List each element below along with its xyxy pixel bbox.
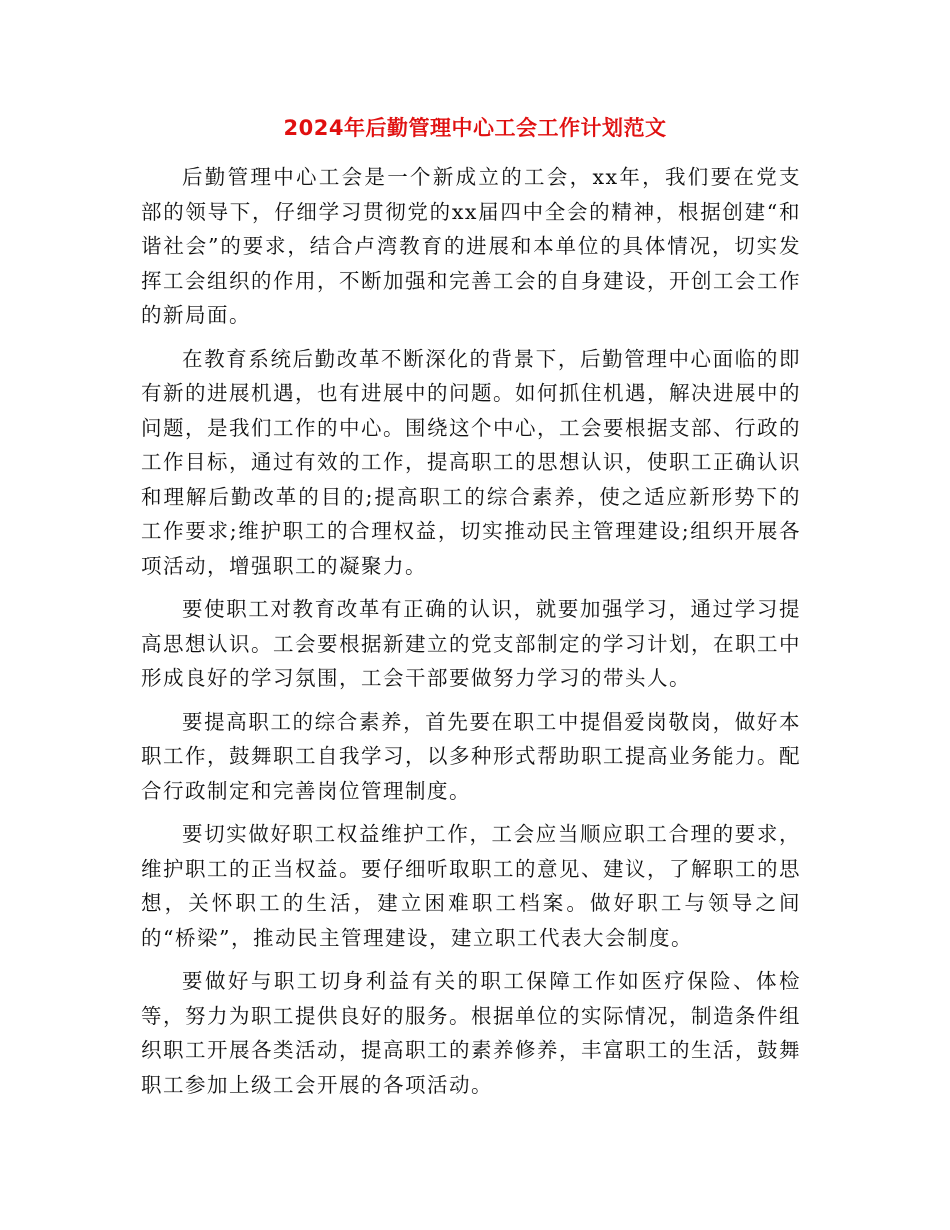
paragraph-3: 要使职工对教育改革有正确的认识，就要加强学习，通过学习提高思想认识。工会要根据新建立的党支部制定的学习计划，在职工中形成良好的学习氛围，工会干部要做努力学习的带头人。 xyxy=(141,597,801,690)
paragraph-4: 要提高职工的综合素养，首先要在职工中提倡爱岗敬岗，做好本职工作，鼓舞职工自我学习，以多种形式帮助职工提高业务能力。配合行政制定和完善岗位管理制度。 xyxy=(141,709,801,803)
paragraph-5: 要切实做好职工权益维护工作，工会应当顺应职工合理的要求，维护职工的正当权益。要仔细听取职工的意见、建议，了解职工的思想，关怀职工的生活，建立困难职工档案。做好职工与领导之间的“桥梁”，推动民主管理建设，建立职工代表大会制度。 xyxy=(141,822,801,950)
paragraph-2: 在教育系统后勤改革不断深化的背景下，后勤管理中心面临的即有新的进展机遇，也有进展中的问题。如何抓住机遇，解决进展中的问题，是我们工作的中心。围绕这个中心，工会要根据支部、行政的工作目标，通过有效的工作，提高职工的思想认识，使职工正确认识和理解后勤改革的目的;提高职工的综合素养，使之适应新形势下的工作要求;维护职工的合理权益，切实推动民主管理建设;组织开展各项活动，增强职工的凝聚力。 xyxy=(141,346,801,578)
paragraph-1: 后勤管理中心工会是一个新成立的工会，xx年，我们要在党支部的领导下，仔细学习贯彻党的xx届四中全会的精神，根据创建“和谐社会”的要求，结合卢湾教育的进展和本单位的具体情况，切实发挥工会组织的作用，不断加强和完善工会的自身建设，开创工会工作的新局面。 xyxy=(141,165,801,327)
document-title: 2024年后勤管理中心工会工作计划范文 xyxy=(283,116,667,140)
paragraph-6: 要做好与职工切身利益有关的职工保障工作如医疗保险、体检等，努力为职工提供良好的服务。根据单位的实际情况，制造条件组织职工开展各类活动，提高职工的素养修养，丰富职工的生活，鼓舞职工参加上级工会开展的各项活动。 xyxy=(141,969,801,1097)
document-body xyxy=(141,160,801,1111)
